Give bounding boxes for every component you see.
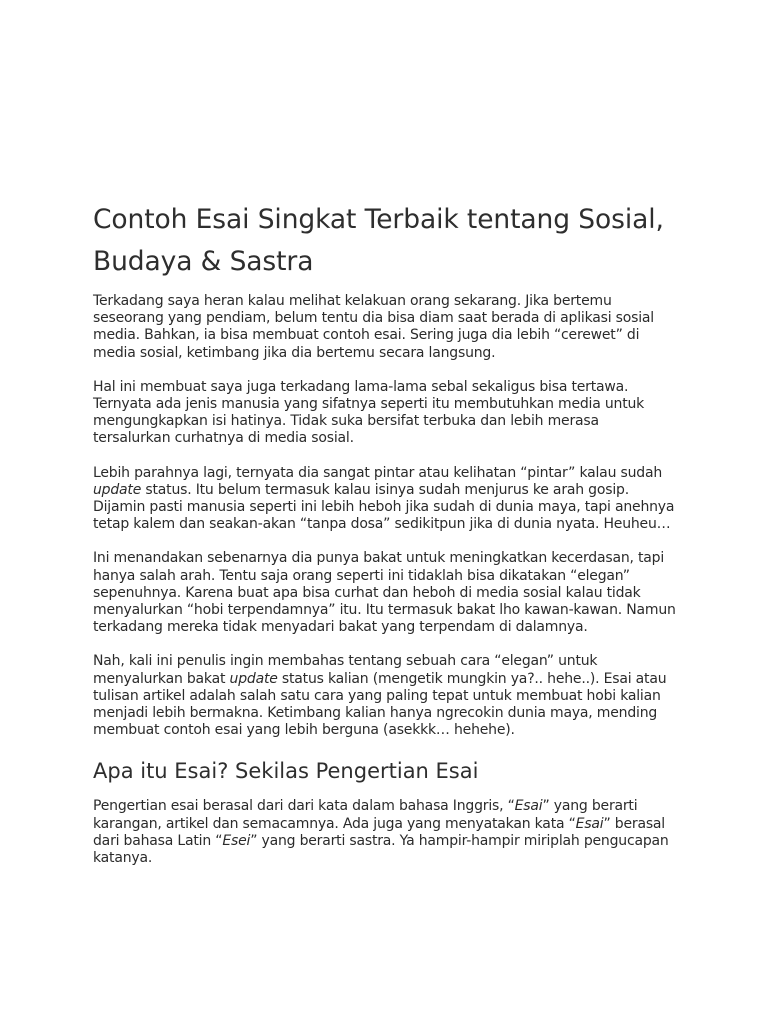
paragraph-5-emphasis: update bbox=[229, 670, 278, 687]
paragraph-3 bbox=[93, 465, 678, 534]
article-title: Contoh Esai Singkat Terbaik tentang Sosial, Budaya & Sastra bbox=[93, 204, 664, 277]
section-text-b: ” yang berarti karangan, artikel dan semacamnya. Ada juga yang menyatakan kata “ bbox=[93, 798, 638, 832]
section-heading: Apa itu Esai? Sekilas Pengertian Esai bbox=[93, 759, 479, 784]
section-emphasis-1: Esai bbox=[514, 798, 543, 815]
paragraph-5-text-b: status kalian (mengetik mungkin ya?.. hehe..). Esai atau tulisan artikel adalah salah satu cara yang paling tepat untuk membuat hobi kalian menjadi lebih bermakna. Ketimbang kalian hanya ngrecokin dunia maya, mending membuat contoh esai yang lebih berguna (asekkk… hehehe). bbox=[93, 670, 667, 739]
section-text-d: ” yang berarti sastra. Ya hampir-hampir miriplah pengucapan katanya. bbox=[93, 832, 669, 867]
section-text-a: Pengertian esai berasal dari dari kata dalam bahasa Inggris, “ bbox=[93, 798, 515, 815]
paragraph-3-text-a: Lebih parahnya lagi, ternyata dia sangat pintar atau kelihatan “pintar” kalau sudah bbox=[93, 464, 662, 481]
section-emphasis-2: Esai bbox=[575, 815, 604, 832]
section-emphasis-3: Esei bbox=[222, 832, 251, 849]
paragraph-4: Ini menandakan sebenarnya dia punya bakat untuk meningkatkan kecerdasan, tapi hanya salah arah. Tentu saja orang seperti ini tidaklah bisa dikatakan “elegan” sepenuhnya. Karena buat apa bisa curhat dan heboh di media sosial kalau tidak menyalurkan “hobi terpendamnya” itu. Itu termasuk bakat lho kawan-kawan. Namun terkadang mereka tidak menyadari bakat yang terpendam di dalamnya. bbox=[93, 550, 676, 636]
paragraph-3-text-b: status. Itu belum termasuk kalau isinya sudah menjurus ke arah gosip. Dijamin pasti manusia seperti ini lebih heboh jika sudah di dunia maya, tapi anehnya tetap kalem dan seakan-akan “tanpa dosa” sedikitpun jika di dunia nyata. Heuheu… bbox=[93, 481, 675, 533]
paragraph-5 bbox=[93, 653, 678, 739]
paragraph-2: Hal ini membuat saya juga terkadang lama-lama sebal sekaligus bisa tertawa. Ternyata ada jenis manusia yang sifatnya seperti itu membutuhkan media untuk mengungkapkan isi hatinya. Tidak suka bersifat terbuka dan lebih merasa tersalurkan curhatnya di media sosial. bbox=[93, 378, 645, 447]
paragraph-1: Terkadang saya heran kalau melihat kelakuan orang sekarang. Jika bertemu seseorang yang pendiam, belum tentu dia bisa diam saat berada di aplikasi sosial media. Bahkan, ia bisa membuat contoh esai. Sering juga dia lebih “cerewet” di media sosial, ketimbang jika dia bertemu secara langsung. bbox=[93, 293, 654, 361]
section-paragraph-1 bbox=[93, 798, 678, 867]
paragraph-3-emphasis: update bbox=[93, 481, 142, 498]
section-text-c: ” berasal dari bahasa Latin “ bbox=[93, 815, 665, 849]
paragraph-5-text-a: Nah, kali ini penulis ingin membahas tentang sebuah cara “elegan” untuk menyalurkan bakat bbox=[93, 653, 598, 687]
document-page bbox=[93, 199, 678, 884]
